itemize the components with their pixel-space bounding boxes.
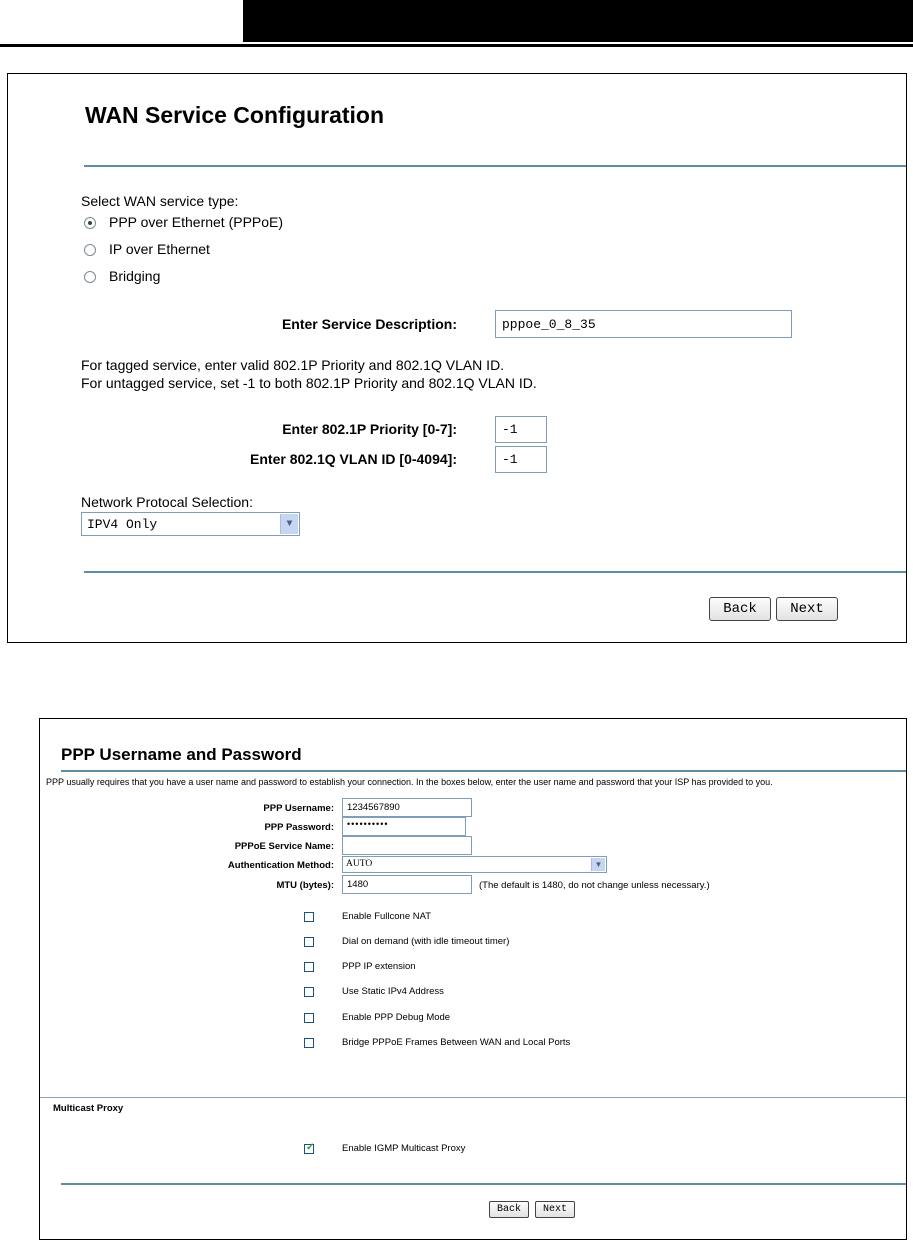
auth-label: Authentication Method: [227, 860, 334, 871]
header-rule [0, 44, 913, 47]
page-title: PPP Username and Password [61, 745, 302, 764]
option-label: Use Static IPv4 Address [342, 986, 444, 997]
mtu-input[interactable] [342, 875, 472, 894]
service-desc-label: Enter Service Description: [281, 316, 457, 332]
password-label: PPP Password: [264, 822, 334, 833]
page-title: WAN Service Configuration [85, 102, 385, 128]
mtu-label: MTU (bytes): [276, 880, 334, 891]
checkbox-icon[interactable] [304, 937, 314, 947]
checkbox-icon[interactable] [304, 1038, 314, 1048]
bottom-divider [61, 1183, 906, 1185]
auth-select[interactable] [342, 856, 607, 873]
next-button[interactable]: Next [776, 597, 838, 621]
title-divider [61, 770, 906, 772]
radio-label: IP over Ethernet [109, 241, 210, 257]
service-desc-input[interactable] [495, 310, 792, 338]
wan-service-panel [7, 73, 907, 643]
option-label: Enable PPP Debug Mode [342, 1012, 451, 1023]
service-type-label: Select WAN service type: [81, 193, 239, 209]
option-label: Enable Fullcone NAT [342, 911, 432, 922]
radio-label: PPP over Ethernet (PPPoE) [109, 214, 284, 230]
next-button[interactable]: Next [535, 1201, 575, 1218]
vlan-label: Enter 802.1Q VLAN ID [0-4094]: [250, 451, 457, 467]
checkbox-icon[interactable] [304, 1144, 314, 1154]
chevron-down-icon[interactable]: ▼ [280, 514, 298, 534]
option-label: PPP IP extension [342, 961, 416, 972]
vlan-input[interactable] [495, 446, 547, 473]
checkmark-icon: ✓ [306, 1142, 315, 1153]
bottom-divider [84, 571, 906, 573]
radio-label: Bridging [109, 268, 161, 284]
username-label: PPP Username: [263, 803, 334, 814]
priority-label: Enter 802.1P Priority [0-7]: [282, 421, 457, 437]
protocol-value: IPV4 Only [87, 517, 158, 532]
multicast-heading: Multicast Proxy [53, 1103, 124, 1114]
protocol-select[interactable] [81, 512, 300, 536]
checkbox-icon[interactable] [304, 1013, 314, 1023]
radio-button-icon[interactable] [84, 244, 96, 256]
password-input[interactable]: •••••••••• [342, 817, 466, 836]
checkbox-icon[interactable] [304, 912, 314, 922]
priority-input[interactable] [495, 416, 547, 443]
back-button[interactable]: Back [489, 1201, 529, 1218]
auth-value: AUTO [346, 859, 373, 869]
option-label: Bridge PPPoE Frames Between WAN and Local Ports [342, 1037, 571, 1048]
header-bar [243, 0, 913, 42]
untagged-note: For untagged service, set -1 to both 802.1P Priority and 802.1Q VLAN ID. [81, 375, 537, 391]
protocol-label: Network Protocal Selection: [81, 494, 253, 510]
ppp-panel [39, 718, 907, 1240]
service-name-input[interactable] [342, 836, 472, 855]
multicast-divider [40, 1097, 906, 1098]
title-divider [84, 165, 906, 167]
option-label: Enable IGMP Multicast Proxy [342, 1143, 466, 1154]
service-name-label: PPPoE Service Name: [234, 841, 334, 852]
tagged-note: For tagged service, enter valid 802.1P Priority and 802.1Q VLAN ID. [81, 357, 505, 373]
checkbox-icon[interactable] [304, 962, 314, 972]
radio-button-icon[interactable] [84, 217, 96, 229]
username-input[interactable] [342, 798, 472, 817]
back-button[interactable]: Back [709, 597, 771, 621]
option-label: Dial on demand (with idle timeout timer) [342, 936, 510, 947]
chevron-down-icon[interactable]: ▼ [591, 858, 605, 871]
radio-button-icon[interactable] [84, 271, 96, 283]
intro-text: PPP usually requires that you have a user name and password to establish your connection. In the boxes below, enter the user name and password that your ISP has provided to you. [46, 777, 773, 787]
mtu-hint: (The default is 1480, do not change unless necessary.) [479, 880, 710, 891]
checkbox-icon[interactable] [304, 987, 314, 997]
